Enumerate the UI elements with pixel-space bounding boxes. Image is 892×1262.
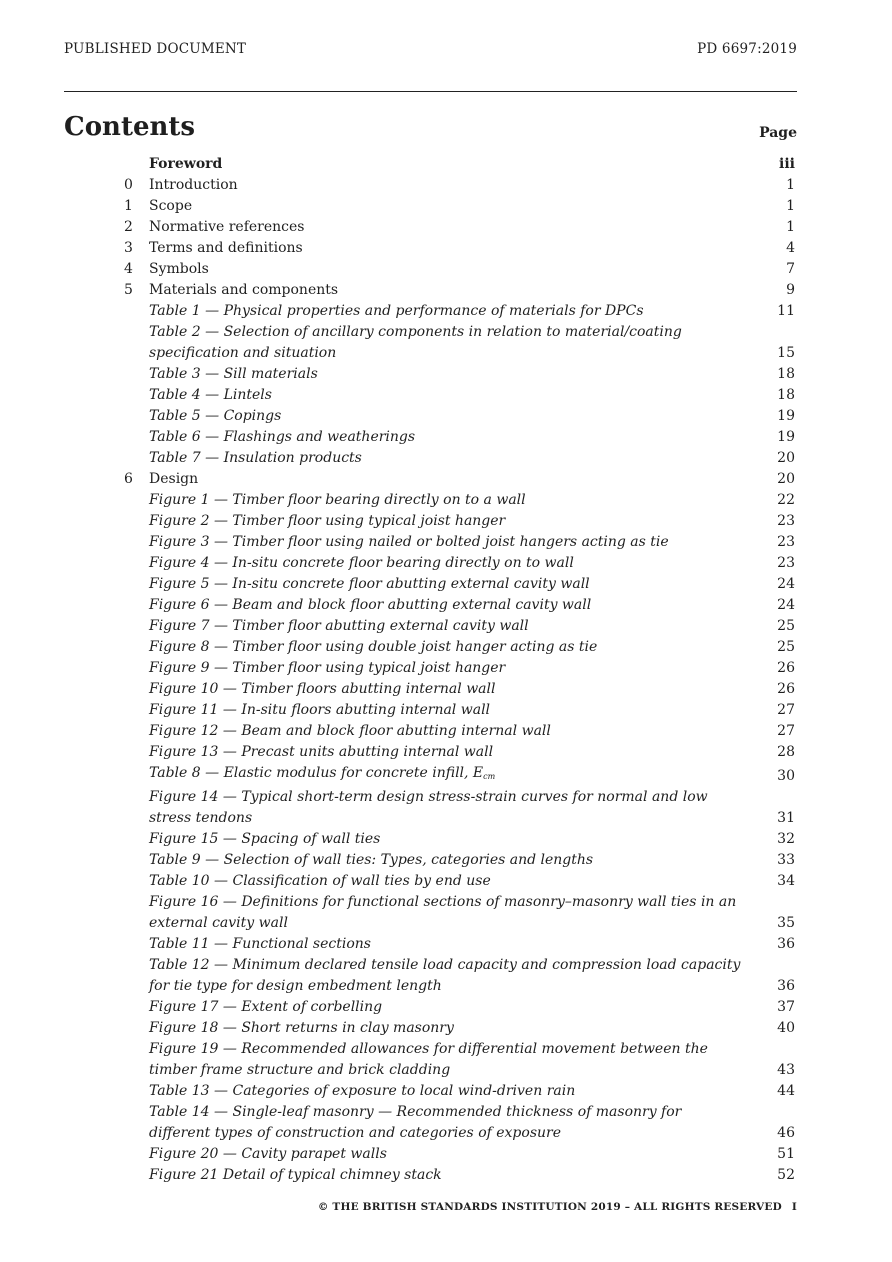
toc-entry[interactable] <box>64 553 797 574</box>
toc-entry-page-number: 7 <box>786 261 795 277</box>
toc-entry-title-text: Table 1 — Physical properties and performance of materials for DPCs <box>149 303 644 319</box>
toc-entry-title <box>149 763 742 787</box>
toc-entry-page-number: 31 <box>777 810 795 826</box>
toc-entry-title-text: Figure 3 — Timber floor using nailed or bolted joist hangers acting as tie <box>149 534 669 550</box>
toc-entry-title-text: Table 12 — Minimum declared tensile load capacity and compression load capacity for tie type for design embedment length <box>149 957 741 994</box>
toc-entry-title-text: Normative references <box>149 219 305 235</box>
toc-entry-title <box>149 448 742 469</box>
toc-entry-page-number: 25 <box>777 618 795 634</box>
table-of-contents <box>64 154 797 1186</box>
toc-entry-number: 3 <box>124 240 133 256</box>
toc-entry-page-number: 30 <box>777 768 795 784</box>
toc-entry-title-text: Symbols <box>149 261 209 277</box>
toc-entry-page-number: iii <box>779 156 795 172</box>
toc-entry-title-text: Figure 2 — Timber floor using typical joist hanger <box>149 513 506 529</box>
toc-entry[interactable] <box>64 385 797 406</box>
toc-entry-title <box>149 742 742 763</box>
header-rule <box>64 91 797 92</box>
toc-entry-page-number: 27 <box>777 723 795 739</box>
toc-entry-title-text: Figure 1 — Timber floor bearing directly on to a wall <box>149 492 526 508</box>
toc-entry[interactable] <box>64 700 797 721</box>
toc-entry-page-number: 52 <box>777 1167 795 1183</box>
toc-entry-title-text: Figure 7 — Timber floor abutting external cavity wall <box>149 618 529 634</box>
toc-entry-title-text: Figure 12 — Beam and block floor abutting internal wall <box>149 723 551 739</box>
toc-entry-title <box>149 721 742 742</box>
toc-entry-title <box>149 1165 742 1186</box>
toc-entry-title <box>149 175 742 196</box>
page-footer <box>318 1201 797 1213</box>
toc-entry-page-number: 18 <box>777 366 795 382</box>
toc-entry-page-number: 35 <box>777 915 795 931</box>
toc-entry-title <box>149 700 742 721</box>
toc-entry[interactable] <box>64 196 797 217</box>
toc-entry-title-text: Table 2 — Selection of ancillary components in relation to material/coating specification and situation <box>149 324 682 361</box>
toc-entry[interactable] <box>64 364 797 385</box>
page-title: Contents <box>64 112 196 142</box>
toc-entry-page-number: 46 <box>777 1125 795 1141</box>
toc-entry[interactable] <box>64 1165 797 1186</box>
toc-entry[interactable] <box>64 721 797 742</box>
toc-entry-title-text: Table 14 — Single-leaf masonry — Recommended thickness of masonry for different types of construction and categories of exposure <box>149 1104 682 1141</box>
toc-entry[interactable] <box>64 406 797 427</box>
toc-entry-page-number: 20 <box>777 450 795 466</box>
toc-entry-title <box>149 616 742 637</box>
toc-entry[interactable] <box>64 892 797 934</box>
toc-entry-title-text: Table 7 — Insulation products <box>149 450 362 466</box>
toc-entry-title <box>149 829 742 850</box>
toc-entry[interactable] <box>64 1144 797 1165</box>
toc-entry[interactable] <box>64 175 797 196</box>
toc-entry-title-text: Table 3 — Sill materials <box>149 366 318 382</box>
toc-entry[interactable] <box>64 469 797 490</box>
toc-entry-title <box>149 427 742 448</box>
toc-entry-page-number: 19 <box>777 408 795 424</box>
toc-entry-title <box>149 955 742 997</box>
toc-entry-page-number: 36 <box>777 936 795 952</box>
toc-entry-title-text: Materials and components <box>149 282 339 298</box>
toc-entry[interactable] <box>64 997 797 1018</box>
toc-entry[interactable] <box>64 595 797 616</box>
toc-entry-page-number: 24 <box>777 597 795 613</box>
toc-entry-title-text: Table 11 — Functional sections <box>149 936 371 952</box>
toc-entry-title <box>149 637 742 658</box>
toc-entry-page-number: 1 <box>786 177 795 193</box>
toc-entry-title <box>149 871 742 892</box>
toc-entry-title <box>149 301 742 322</box>
toc-entry-title <box>149 934 742 955</box>
toc-entry-number: 2 <box>124 219 133 235</box>
document-number: PD 6697:2019 <box>697 41 797 57</box>
toc-entry-page-number: 11 <box>777 303 795 319</box>
title-row <box>64 110 797 144</box>
toc-entry[interactable] <box>64 1018 797 1039</box>
toc-entry[interactable] <box>64 427 797 448</box>
toc-entry-page-number: 28 <box>777 744 795 760</box>
toc-entry-title <box>149 574 742 595</box>
toc-entry-title <box>149 553 742 574</box>
toc-entry-title-text: Figure 4 — In-situ concrete floor bearing directly on to wall <box>149 555 574 571</box>
toc-entry-page-number: 23 <box>777 555 795 571</box>
toc-entry-title-text: Table 9 — Selection of wall ties: Types, categories and lengths <box>149 852 594 868</box>
toc-entry-page-number: 37 <box>777 999 795 1015</box>
toc-entry-title-text: Figure 8 — Timber floor using double joist hanger acting as tie <box>149 639 598 655</box>
toc-entry[interactable] <box>64 448 797 469</box>
toc-entry-page-number: 24 <box>777 576 795 592</box>
toc-entry-title-text: Figure 19 — Recommended allowances for differential movement between the timber frame structure and brick cladding <box>149 1041 708 1078</box>
toc-entry[interactable] <box>64 301 797 322</box>
toc-entry-number: 4 <box>124 261 133 277</box>
toc-entry[interactable] <box>64 532 797 553</box>
toc-entry-title <box>149 658 742 679</box>
toc-entry-title <box>149 154 742 175</box>
toc-entry-title-text: Figure 17 — Extent of corbelling <box>149 999 383 1015</box>
toc-entry-page-number: 9 <box>786 282 795 298</box>
toc-entry-page-number: 4 <box>786 240 795 256</box>
toc-entry-page-number: 1 <box>786 198 795 214</box>
toc-entry-title-text: Figure 21 Detail of typical chimney stack <box>149 1167 442 1183</box>
toc-entry-title-text: Figure 9 — Timber floor using typical joist hanger <box>149 660 506 676</box>
toc-entry[interactable] <box>64 829 797 850</box>
toc-entry-number: 6 <box>124 471 133 487</box>
toc-entry[interactable] <box>64 574 797 595</box>
toc-entry-number: 1 <box>124 198 133 214</box>
toc-entry-title-text: Figure 13 — Precast units abutting internal wall <box>149 744 494 760</box>
toc-entry-title <box>149 532 742 553</box>
document-status: PUBLISHED DOCUMENT <box>64 41 247 57</box>
toc-entry[interactable] <box>64 322 797 364</box>
toc-entry-title-text: Table 6 — Flashings and weatherings <box>149 429 416 445</box>
toc-entry-title <box>149 280 742 301</box>
toc-entry-page-number: 34 <box>777 873 795 889</box>
toc-entry-number: 0 <box>124 177 133 193</box>
toc-entry[interactable] <box>64 679 797 700</box>
toc-entry-page-number: 32 <box>777 831 795 847</box>
toc-entry[interactable] <box>64 154 797 175</box>
toc-entry-title-text: Design <box>149 471 199 487</box>
toc-entry-title <box>149 1081 742 1102</box>
toc-entry-title <box>149 238 742 259</box>
toc-entry-title-text: Scope <box>149 198 193 214</box>
toc-entry-page-number: 22 <box>777 492 795 508</box>
toc-entry[interactable] <box>64 871 797 892</box>
toc-entry-page-number: 43 <box>777 1062 795 1078</box>
toc-entry-title-text: Table 4 — Lintels <box>149 387 272 403</box>
toc-entry-title <box>149 892 742 934</box>
toc-entry-title-text: Table 5 — Copings <box>149 408 282 424</box>
toc-entry-title-text: Table 13 — Categories of exposure to local wind-driven rain <box>149 1083 576 1099</box>
toc-entry-title-text: Figure 18 — Short returns in clay masonry <box>149 1020 454 1036</box>
toc-entry-title <box>149 787 742 829</box>
toc-entry-page-number: 25 <box>777 639 795 655</box>
toc-entry-title-text: Figure 16 — Definitions for functional sections of masonry–masonry wall ties in an external cavity wall <box>149 894 737 931</box>
toc-entry-number: 5 <box>124 282 133 298</box>
toc-entry-page-number: 44 <box>777 1083 795 1099</box>
toc-entry[interactable] <box>64 280 797 301</box>
toc-entry-page-number: 19 <box>777 429 795 445</box>
toc-entry[interactable] <box>64 1102 797 1144</box>
toc-entry-page-number: 18 <box>777 387 795 403</box>
toc-entry-title-text: Figure 6 — Beam and block floor abutting external cavity wall <box>149 597 592 613</box>
toc-entry-page-number: 40 <box>777 1020 795 1036</box>
toc-entry[interactable] <box>64 850 797 871</box>
toc-entry-title-text: Foreword <box>149 156 223 172</box>
toc-entry[interactable] <box>64 637 797 658</box>
page-folio: I <box>791 1201 797 1213</box>
toc-entry-page-number: 23 <box>777 513 795 529</box>
toc-entry-title-text: Figure 11 — In-situ floors abutting internal wall <box>149 702 491 718</box>
toc-entry-title <box>149 997 742 1018</box>
toc-entry-page-number: 51 <box>777 1146 795 1162</box>
toc-entry[interactable] <box>64 1039 797 1081</box>
page-column-heading: Page <box>759 125 797 141</box>
toc-entry[interactable] <box>64 616 797 637</box>
toc-entry-title-text: Figure 14 — Typical short-term design stress-strain curves for normal and low stress tendons <box>149 789 708 826</box>
toc-entry-title <box>149 1102 742 1144</box>
toc-entry-title <box>149 322 742 364</box>
running-header <box>64 41 797 57</box>
toc-entry[interactable] <box>64 658 797 679</box>
toc-entry-page-number: 23 <box>777 534 795 550</box>
toc-entry-page-number: 33 <box>777 852 795 868</box>
toc-entry-page-number: 15 <box>777 345 795 361</box>
toc-entry-title <box>149 364 742 385</box>
toc-entry[interactable] <box>64 742 797 763</box>
toc-entry-title-text: Figure 5 — In-situ concrete floor abutting external cavity wall <box>149 576 590 592</box>
toc-entry-title <box>149 595 742 616</box>
toc-entry[interactable] <box>64 259 797 280</box>
toc-entry-title <box>149 469 742 490</box>
toc-entry[interactable] <box>64 238 797 259</box>
toc-entry-title-text: Table 8 — Elastic modulus for concrete infill, E <box>149 765 484 781</box>
toc-entry[interactable] <box>64 1081 797 1102</box>
toc-entry-title <box>149 1018 742 1039</box>
toc-entry-page-number: 36 <box>777 978 795 994</box>
toc-entry-title <box>149 1144 742 1165</box>
toc-entry-title-text: Figure 20 — Cavity parapet walls <box>149 1146 387 1162</box>
toc-entry-title <box>149 259 742 280</box>
toc-entry[interactable] <box>64 763 797 787</box>
copyright-notice: © THE BRITISH STANDARDS INSTITUTION 2019 – ALL RIGHTS RESERVED <box>317 1201 782 1213</box>
toc-entry[interactable] <box>64 787 797 829</box>
toc-entry[interactable] <box>64 490 797 511</box>
toc-entry-title-text: Figure 10 — Timber floors abutting internal wall <box>149 681 496 697</box>
toc-entry-title <box>149 490 742 511</box>
toc-entry[interactable] <box>64 955 797 997</box>
toc-entry-subscript: cm <box>483 772 496 781</box>
toc-entry[interactable] <box>64 511 797 532</box>
toc-entry-title-text: Introduction <box>149 177 238 193</box>
toc-entry-title-text: Table 10 — Classification of wall ties by end use <box>149 873 491 889</box>
toc-entry-page-number: 27 <box>777 702 795 718</box>
toc-entry-page-number: 26 <box>777 660 795 676</box>
toc-entry-title <box>149 217 742 238</box>
toc-entry-title-text: Figure 15 — Spacing of wall ties <box>149 831 381 847</box>
toc-entry-title-text: Terms and definitions <box>149 240 303 256</box>
toc-entry-title <box>149 850 742 871</box>
toc-entry-page-number: 20 <box>777 471 795 487</box>
toc-entry-title <box>149 406 742 427</box>
toc-entry-title <box>149 196 742 217</box>
toc-entry-page-number: 26 <box>777 681 795 697</box>
toc-entry-title <box>149 679 742 700</box>
toc-entry[interactable] <box>64 217 797 238</box>
toc-entry[interactable] <box>64 934 797 955</box>
toc-entry-title <box>149 511 742 532</box>
toc-entry-title <box>149 1039 742 1081</box>
toc-entry-page-number: 1 <box>786 219 795 235</box>
toc-entry-title <box>149 385 742 406</box>
